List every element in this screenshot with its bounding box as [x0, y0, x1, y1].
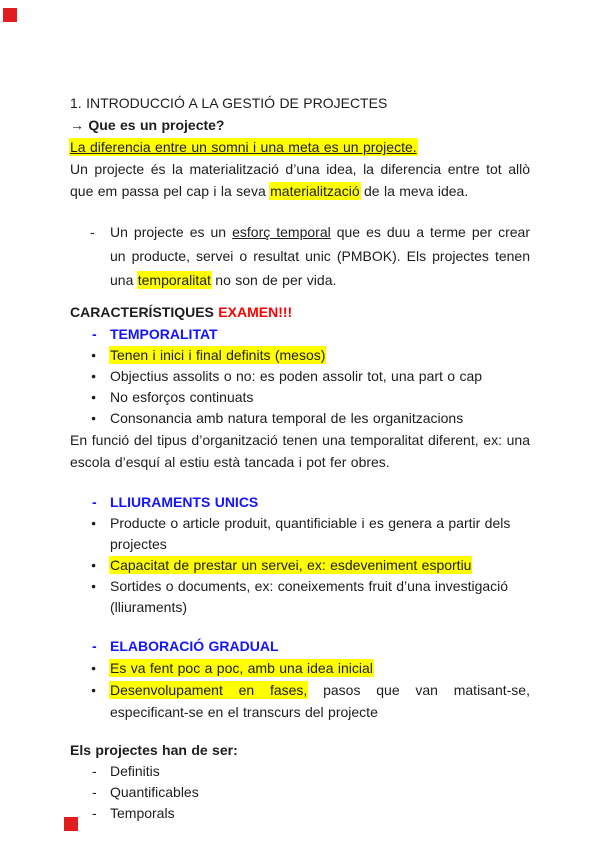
bullet-item — [70, 576, 530, 618]
text-run: Els projectes han de ser: — [70, 742, 238, 758]
dash-bullet-glyph: - — [92, 638, 97, 654]
arrow-icon: → — [70, 117, 89, 133]
list-item-definitis — [70, 761, 530, 782]
key-sentence — [70, 136, 530, 158]
text-run: Capacitat de prestar un servei, ex: esdeveniment esportiu — [110, 557, 472, 573]
text-run: En funció del tipus d’organització tenen una temporalitat diferent, ex: una escola d’esquí al estiu està tancada i pot fer obres. — [70, 432, 530, 470]
dot-bullet-icon: ● — [91, 663, 97, 673]
dash-bullet-glyph: - — [92, 763, 97, 779]
intro-paragraph — [70, 158, 530, 202]
text-run: Es va fent poc a poc, amb una idea inicial — [110, 660, 373, 676]
text-run: CARACTERÍSTIQUES — [70, 304, 219, 320]
dash-bullet-glyph: - — [90, 224, 95, 240]
text-run: Tenen i inici i final definits (mesos) — [110, 347, 326, 363]
bullet-item — [70, 366, 530, 387]
text-run: que es duu a terme per crear un producte, servei o resultat unic (PMBOK). Els projectes tenen una — [110, 224, 530, 288]
text-run: temporalitat — [137, 272, 211, 288]
text-run: No esforços continuats — [110, 389, 254, 405]
question-heading — [70, 114, 530, 136]
bullet-item — [70, 513, 530, 555]
temporalitat-note — [70, 429, 530, 473]
red-marker-top-left-icon — [3, 8, 17, 22]
text-run: de la meva idea. — [359, 183, 469, 199]
bullet-item — [70, 657, 530, 679]
dash-bullet-glyph: - — [92, 326, 97, 342]
caracteristiques-heading — [70, 301, 530, 323]
dot-bullet-icon: ● — [91, 560, 97, 570]
text-run: La diferencia entre un somni i una meta es un projecte. — [70, 139, 417, 155]
text-run: Desenvolupament en fases, — [110, 682, 308, 698]
text-run: Quantificables — [110, 784, 199, 800]
text-run: ELABORACIÓ GRADUAL — [110, 638, 279, 654]
doc-title — [70, 92, 530, 114]
document-content — [70, 92, 530, 824]
text-run: Temporals — [110, 805, 175, 821]
text-run: Que es un projecte? — [88, 117, 225, 133]
text-run: pasos que van matisant-se, especificant-se en el transcurs del projecte — [110, 682, 530, 720]
text-run: Sortides o documents, ex: coneixements fruit d’una investigació (lliuraments) — [110, 578, 509, 615]
text-run: Un projecte és la materialització d’una idea, la diferencia entre tot allò que em passa pel cap i la seva — [70, 161, 530, 199]
red-marker-bottom-left-icon — [64, 817, 78, 831]
text-run: materialització — [270, 183, 360, 199]
dot-bullet-icon: ● — [91, 685, 97, 695]
vertical-spacer — [70, 723, 530, 739]
list-item-quantificables — [70, 782, 530, 803]
dot-bullet-icon: ● — [91, 413, 97, 423]
bullet-item — [70, 555, 530, 576]
dot-bullet-icon: ● — [91, 371, 97, 381]
text-run: Producte o article produit, quantificiable i es genera a partir dels projectes — [110, 515, 511, 552]
section-heading-lliuraments — [70, 491, 530, 513]
bullet-item — [70, 387, 530, 408]
text-run: 1. INTRODUCCIÓ A LA GESTIÓ DE PROJECTES — [70, 95, 388, 111]
list-item-temporals — [70, 803, 530, 824]
vertical-spacer — [70, 202, 530, 220]
bullet-item — [70, 408, 530, 429]
pmbok-definition-bullet — [70, 220, 530, 292]
dash-bullet-glyph: - — [92, 805, 97, 821]
text-run: esforç temporal — [232, 224, 331, 240]
vertical-spacer — [70, 292, 530, 301]
dot-bullet-icon: ● — [91, 350, 97, 360]
bullet-item — [70, 679, 530, 723]
text-run: Objectius assolits o no: es poden assolir tot, una part o cap — [110, 368, 483, 384]
dot-bullet-icon: ● — [91, 518, 97, 528]
text-run: Definitis — [110, 763, 160, 779]
vertical-spacer — [70, 618, 530, 635]
text-run: no son de per vida. — [210, 272, 337, 288]
examen-flag: EXAMEN!!! — [218, 304, 293, 320]
section-heading-temporalitat — [70, 323, 530, 345]
projects-must-be-heading — [70, 739, 530, 761]
bullet-item — [70, 345, 530, 366]
text-run: Consonancia amb natura temporal de les organitzacions — [110, 410, 464, 426]
vertical-spacer — [70, 473, 530, 491]
text-run: TEMPORALITAT — [110, 326, 218, 342]
dash-bullet-glyph: - — [92, 784, 97, 800]
dot-bullet-icon: ● — [91, 581, 97, 591]
text-run: Un projecte es un — [110, 224, 233, 240]
section-heading-elaboracio — [70, 635, 530, 657]
dot-bullet-icon: ● — [91, 392, 97, 402]
dash-bullet-glyph: - — [92, 494, 97, 510]
text-run: LLIURAMENTS UNICS — [110, 494, 259, 510]
